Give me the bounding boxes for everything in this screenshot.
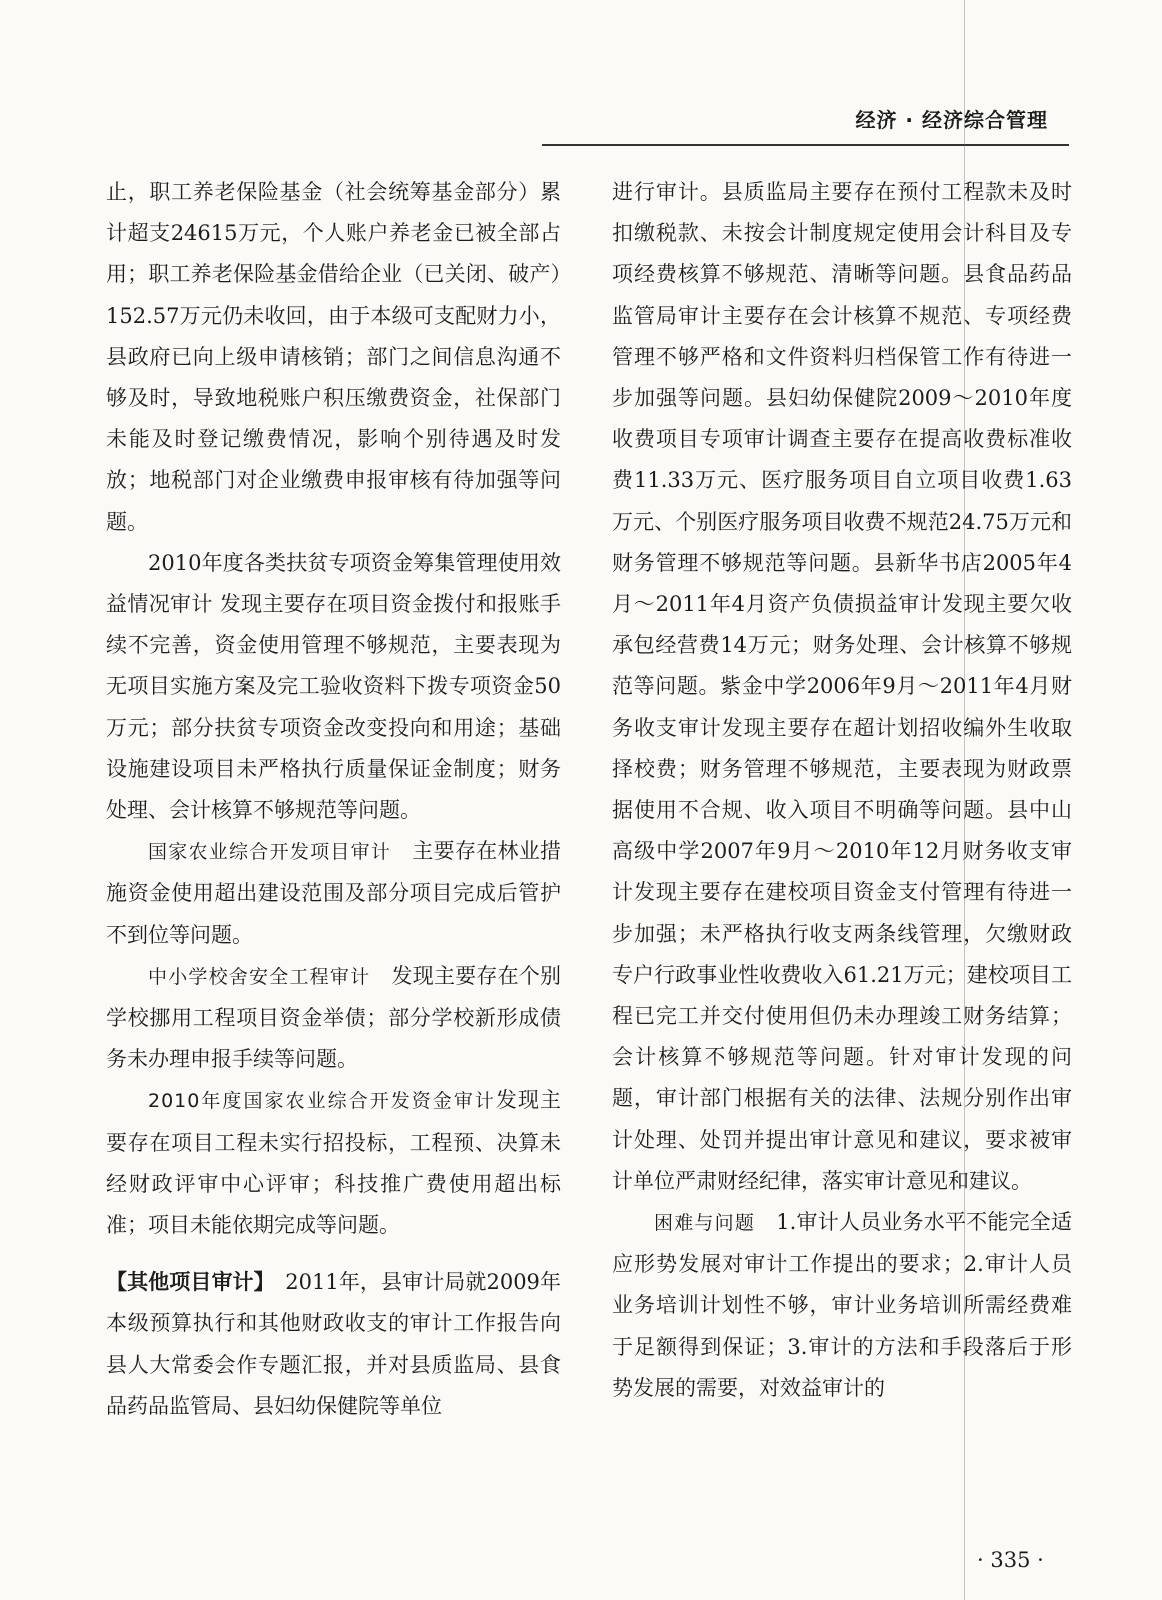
other-projects-audit-body: 2011年，县审计局就2009年本级预算执行和其他财政收支的审计工作报告向县人大常委会作专题汇报，并对县质监局、县食品药品监管局、县妇幼保健院等单位 bbox=[106, 1270, 561, 1418]
other-projects-audit-title: 【其他项目审计】 bbox=[106, 1270, 265, 1295]
school-safety-audit-body: 发现主要存在个别学校挪用工程项目资金举债；部分学校新形成债务未办理申报手续等问题。 bbox=[106, 963, 561, 1072]
section-header: 经济 · 经济综合管理 bbox=[855, 108, 1048, 132]
header-rule bbox=[542, 144, 1069, 146]
agri-project-audit-heading: 国家农业综合开发项目审计 bbox=[148, 841, 392, 864]
right-paragraph-2 bbox=[612, 1202, 1072, 1409]
left-paragraph-1: 止，职工养老保险基金（社会统筹基金部分）累计超支24615万元，个人账户养老金已被全部占用；职工养老保险基金借给企业（已关闭、破产）152.57万元仍未收回，由于本级可支配财力小，县政府已向上级申请核销；部门之间信息沟通不够及时，导致地税账户积压缴费资金，社保部门未能及时登记缴费情况，影响个别待遇及时发放；地税部门对企业缴费申报审核有待加强等问题。 bbox=[106, 180, 561, 534]
agri-project-audit-body: 主要存在林业措施资金使用超出建设范围及部分项目完成后管护不到位等问题。 bbox=[106, 839, 561, 947]
right-column bbox=[612, 172, 1072, 1409]
left-paragraph-2 bbox=[106, 543, 561, 831]
poverty-fund-audit-body: 发现主要存在项目资金拨付和报账手续不完善，资金使用管理不够规范，主要表现为无项目实施方案及完工验收资料下拨专项资金50万元；部分扶贫专项资金改变投向和用途；基础设施建设项目未严格执行质量保证金制度；财务处理、会计核算不够规范等问题。 bbox=[106, 592, 561, 823]
agri-fund-audit-heading: 2010年度国家农业综合开发资金审计 bbox=[148, 1090, 496, 1113]
school-safety-audit-heading: 中小学校舍安全工程审计 bbox=[148, 965, 371, 988]
left-paragraph-6 bbox=[106, 1262, 561, 1427]
right-paragraph-1: 进行审计。县质监局主要存在预付工程款未及时扣缴税款、未按会计制度规定使用会计科目及专项经费核算不够规范、清晰等问题。县食品药品监管局审计主要存在会计核算不规范、专项经费管理不够严格和文件资料归档保管工作有待进一步加强等问题。县妇幼保健院2009～2010年度收费项目专项审计调查主要存在提高收费标准收费11.33万元、医疗服务项目自立项目收费1.63万元、个别医疗服务项目收费不规范24.75万元和财务管理不够规范等问题。县新华书店2005年4月～2011年4月资产负债损益审计发现主要欠收承包经营费14万元；财务处理、会计核算不够规范等问题。紫金中学2006年9月～2011年4月财务收支审计发现主要存在超计划招收编外生收取择校费；财务管理不够规范，主要表现为财政票据使用不合规、收入项目不明确等问题。县中山高级中学2007年9月～2010年12月财务收支审计发现主要存在建校项目资金支付管理有待进一步加强；未严格执行收支两条线管理，欠缴财政专户行政事业性收费收入61.21万元；建校项目工程已完工并交付使用但仍未办理竣工财务结算；会计核算不够规范等问题。针对审计发现的问题，审计部门根据有关的法律、法规分别作出审计处理、处罚并提出审计意见和建议，要求被审计单位严肃财经纪律，落实审计意见和建议。 bbox=[612, 180, 1072, 1193]
agri-fund-audit-body: 发现主要存在项目工程未实行招投标，工程预、决算未经财政评审中心评审；科技推广费使用超出标准；项目未能依期完成等问题。 bbox=[106, 1088, 561, 1238]
left-paragraph-4 bbox=[106, 956, 561, 1081]
difficulties-body: 1.审计人员业务水平不能完全适应形势发展对审计工作提出的要求；2.审计人员业务培训计划性不够，审计业务培训所需经费难于足额得到保证；3.审计的方法和手段落后于形势发展的需要，对效益审计的 bbox=[612, 1210, 1072, 1400]
difficulties-heading: 困难与问题 bbox=[654, 1212, 756, 1235]
left-paragraph-5 bbox=[106, 1080, 561, 1246]
poverty-fund-audit-heading: 2010年度各类扶贫专项资金筹集管理使用效益情况审计 bbox=[106, 550, 561, 617]
left-column bbox=[106, 172, 561, 1427]
left-paragraph-3 bbox=[106, 831, 561, 956]
page-number: · 335 · bbox=[977, 1548, 1044, 1572]
